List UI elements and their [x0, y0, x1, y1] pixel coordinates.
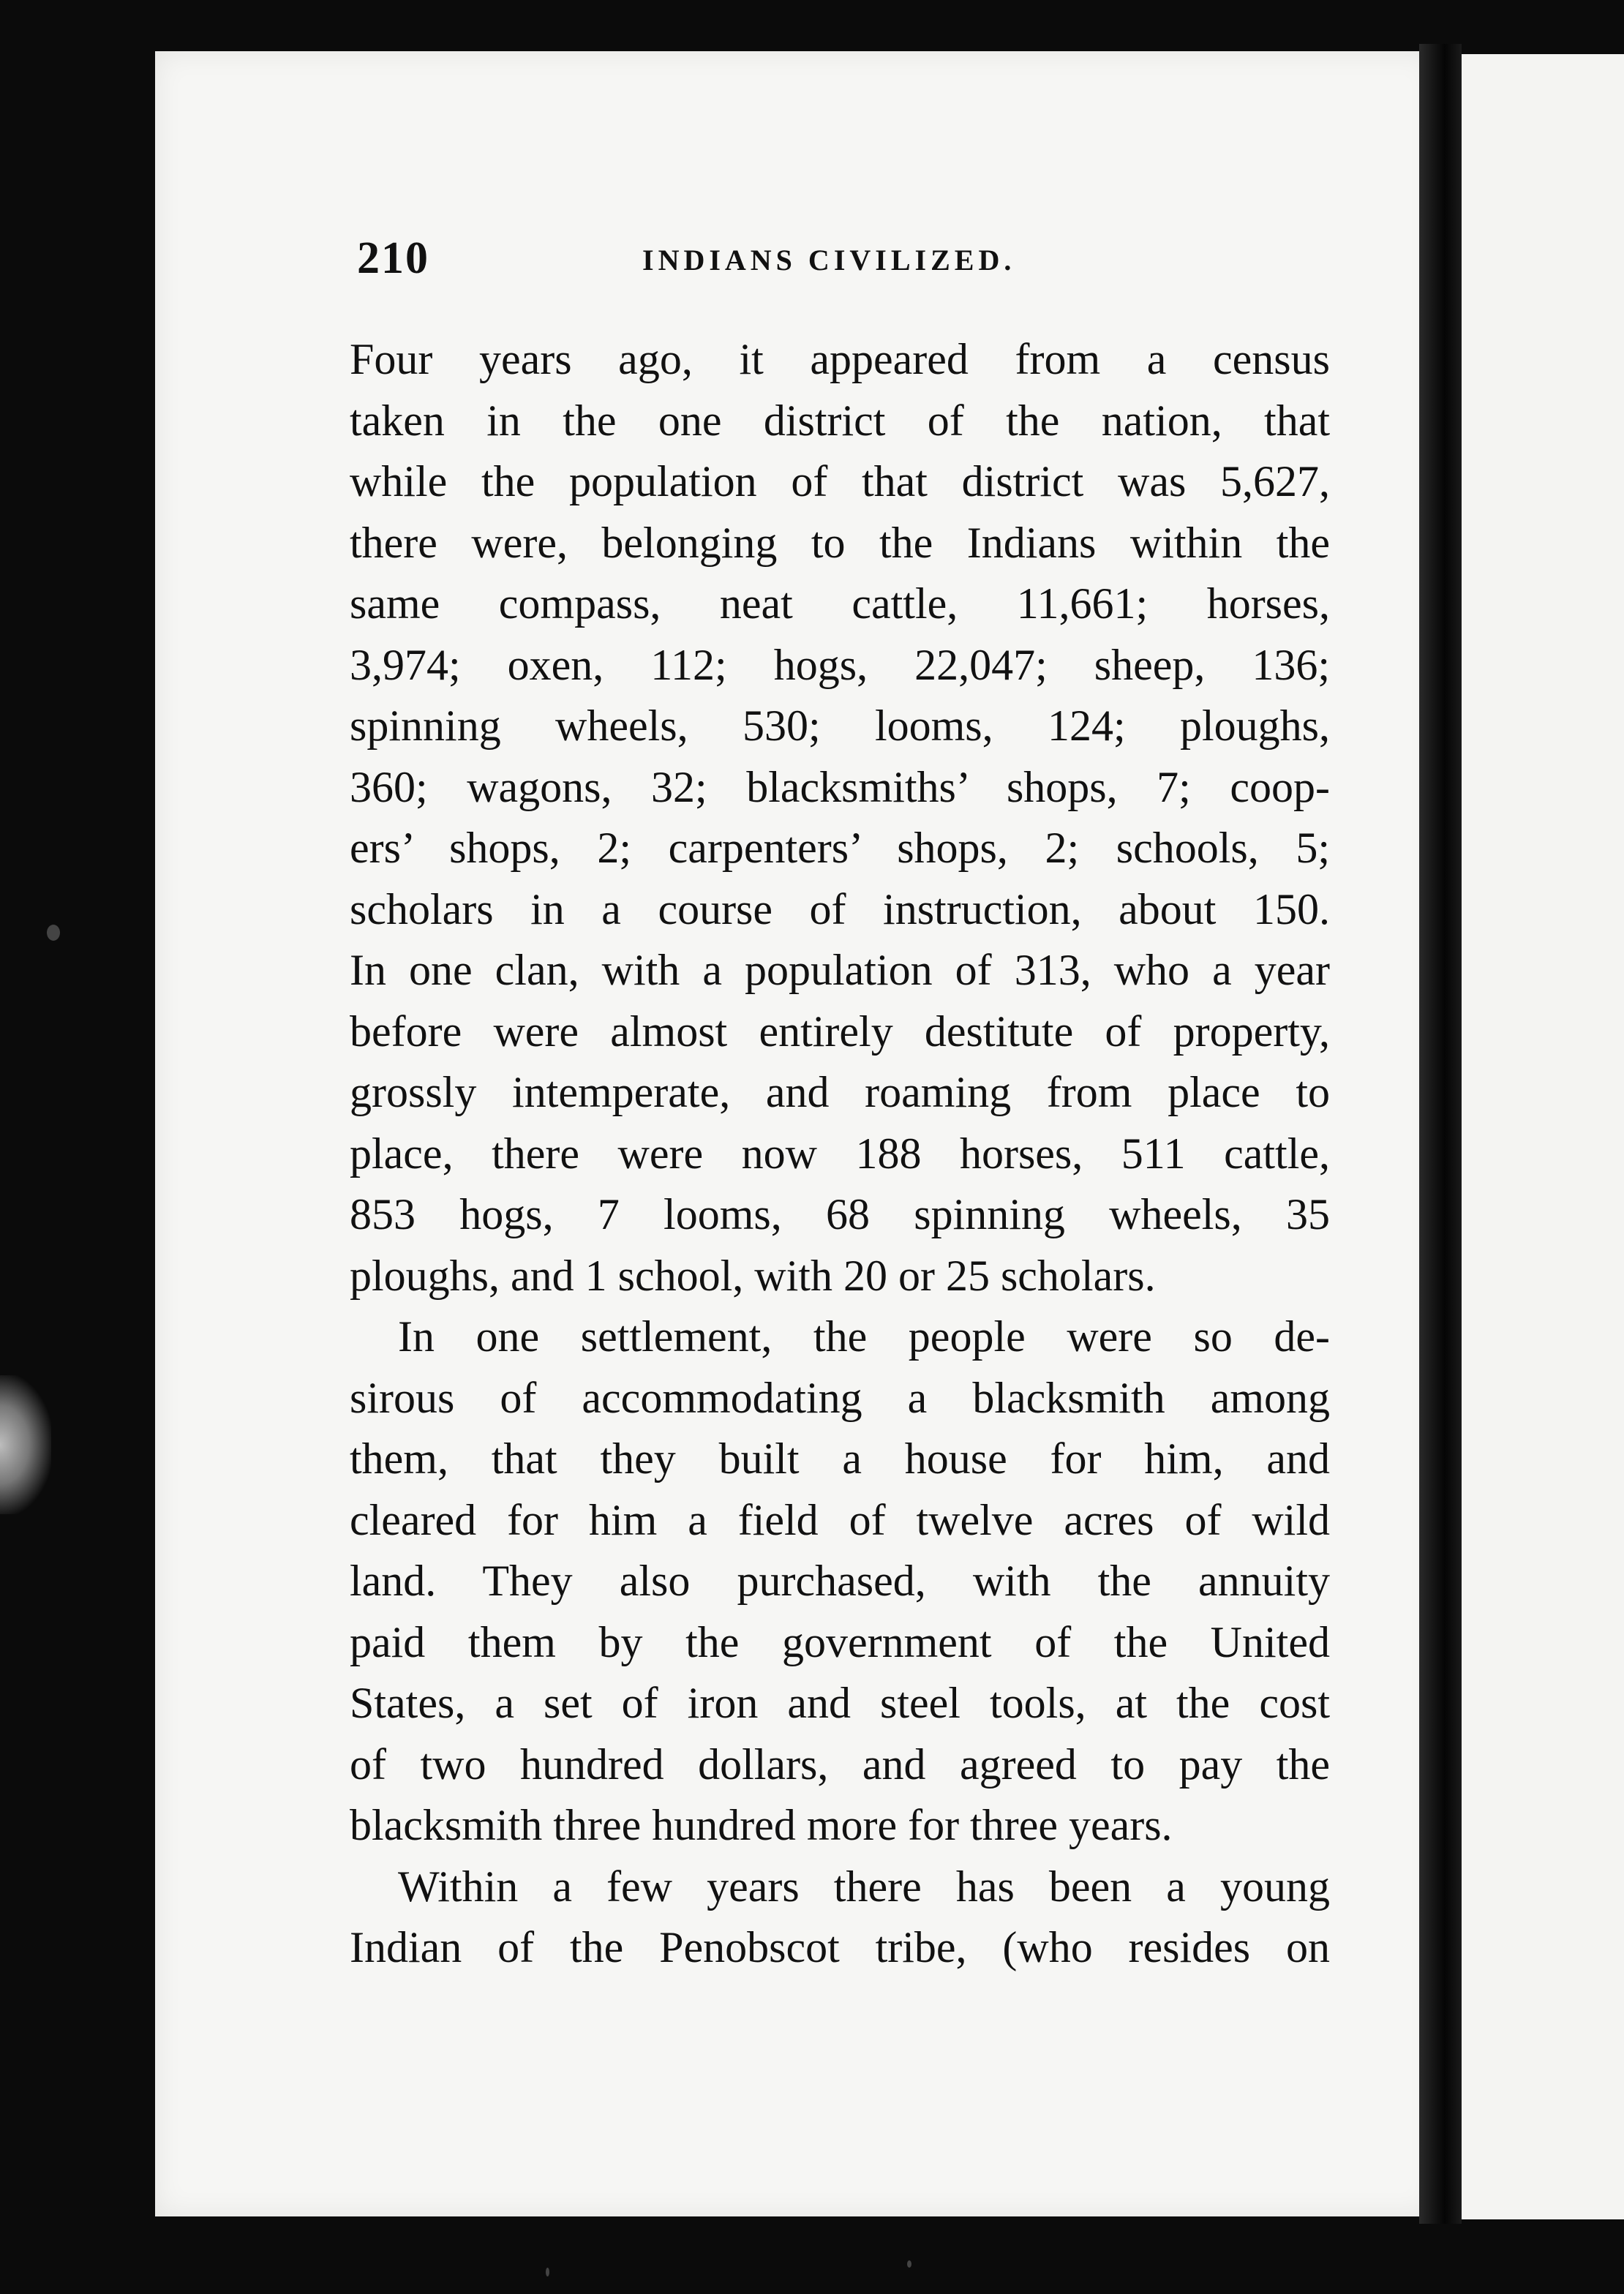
text-line: spinning wheels, 530; looms, 124; ploughs, [350, 702, 1330, 750]
text-line: In one clan, with a population of 313, who a year [350, 946, 1330, 994]
text-line: sirous of accommodating a blacksmith among [350, 1373, 1330, 1422]
ink-speck [546, 2268, 549, 2276]
text-line: Within a few years there has been a young [398, 1862, 1330, 1911]
text-line: there were, belonging to the Indians within the [350, 518, 1330, 567]
text-line: States, a set of iron and steel tools, at the cost [350, 1679, 1330, 1727]
ink-speck [47, 925, 60, 941]
scan-edge-smudge [0, 1375, 51, 1514]
text-line: 360; wagons, 32; blacksmiths’ shops, 7; coop- [350, 762, 1330, 811]
text-line: while the population of that district was 5,627, [350, 457, 1330, 505]
page-body-text [350, 329, 1330, 1979]
text-line: scholars in a course of instruction, about 150. [350, 884, 1330, 933]
book-gutter [1419, 44, 1462, 2224]
text-line: 853 hogs, 7 looms, 68 spinning wheels, 35 [350, 1190, 1330, 1238]
text-line: ploughs, and 1 school, with 20 or 25 scholars. [350, 1251, 1156, 1300]
running-head: INDIANS CIVILIZED. [642, 244, 1016, 277]
text-line: of two hundred dollars, and agreed to pay the [350, 1740, 1330, 1789]
text-line: Four years ago, it appeared from a census [350, 335, 1330, 383]
text-line: land. They also purchased, with the annuity [350, 1557, 1330, 1605]
text-line: same compass, neat cattle, 11,661; horses, [350, 579, 1330, 628]
text-line: before were almost entirely destitute of property, [350, 1007, 1330, 1056]
text-line: ers’ shops, 2; carpenters’ shops, 2; schools, 5; [350, 824, 1330, 872]
text-line: paid them by the government of the United [350, 1617, 1330, 1666]
text-line: taken in the one district of the nation, that [350, 396, 1330, 445]
text-line: place, there were now 188 horses, 511 cattle, [350, 1129, 1330, 1178]
page-number: 210 [357, 233, 429, 283]
text-line: blacksmith three hundred more for three years. [350, 1801, 1173, 1849]
text-line: In one settlement, the people were so de- [398, 1312, 1330, 1361]
text-line: them, that they built a house for him, and [350, 1434, 1330, 1483]
text-line: grossly intemperate, and roaming from place to [350, 1068, 1330, 1116]
text-line: cleared for him a field of twelve acres of wild [350, 1495, 1330, 1544]
page-header [357, 233, 1323, 291]
text-line: 3,974; oxen, 112; hogs, 22,047; sheep, 136; [350, 640, 1330, 689]
ink-speck [907, 2260, 911, 2268]
text-line: Indian of the Penobscot tribe, (who resides on [350, 1923, 1330, 1971]
right-page [1462, 54, 1624, 2219]
